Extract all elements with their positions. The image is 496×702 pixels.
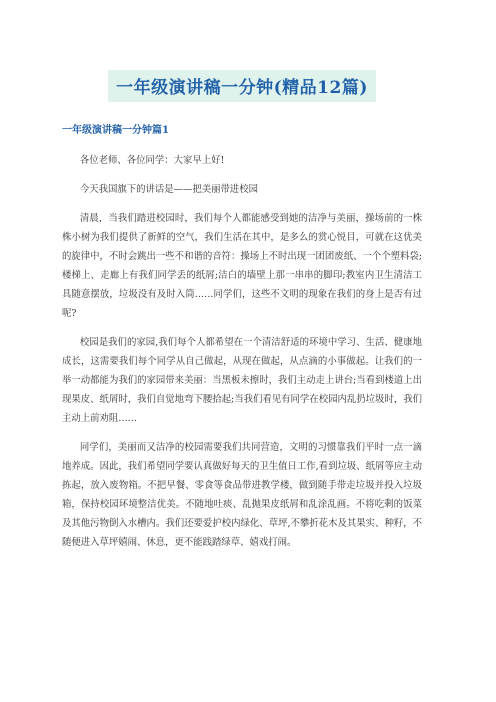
section-title: 一年级演讲稿一分钟篇1 [62, 125, 169, 136]
document-title: 一年级演讲稿一分钟(精品12篇) [108, 70, 376, 102]
paragraph-greeting: 各位老师、各位同学：大家早上好! [79, 155, 225, 166]
paragraph-body: 同学们，美丽而又洁净的校园需要我们共同营造，文明的习惯靠我们平时一点一滴地养成。因此，我们希望同学要认真做好每天的卫生值日工作,看到垃圾、纸屑等应主动拣起，放入废物箱。不把早餐、零食等食品带进教学楼，做到随手带走垃圾并投入垃圾箱，保持校园环境整洁优美。不随地吐痰、乱抛果皮纸屑和乱涂乱画。不将吃剩的饭菜及其他污物倒入水槽内。我们还要爱护校内绿化、草坪,不攀折花木及其果实、种籽，不随便进入草坪嬉闹、休息，更不能践踏绿草、嬉戏打闹。 [62, 442, 422, 548]
title-block [62, 70, 422, 102]
paragraph-body: 清晨，当我们踏进校园时，我们每个人都能感受到她的洁净与美丽，操场前的一株株小树为我们提供了新鲜的空气，我们生活在其中，是多么的赏心悦目，可就在这优美的旋律中，不时会跳出一些不和谐的音符：操场上不时出现一团团废纸、一个个塑料袋;楼梯上、走廊上有我们同学丢的纸屑;洁白的墙壁上那一串串的脚印;教室内卫生清洁工具随意摆放，垃圾没有及时入筒……同学们，这些不文明的现象在我们的身上是否有过呢? [62, 213, 422, 319]
paragraph-topic: 今天我国旗下的讲话是——把美丽带进校园 [79, 184, 258, 195]
paragraph-body: 校园是我们的家园,我们每个人都希望在一个清洁舒适的环境中学习、生活、健康地成长，这需要我们每个同学从自己做起，从现在做起，从点滴的小事做起。让我们的一举一动都能为我们的家园带来美丽：当黑板未擦时，我们主动走上讲台;当看到楼道上出现果皮、纸屑时，我们自觉地弯下腰拾起;当我们看见有同学在校园内乱扔垃圾时，我们主动上前劝阻…… [62, 337, 422, 424]
